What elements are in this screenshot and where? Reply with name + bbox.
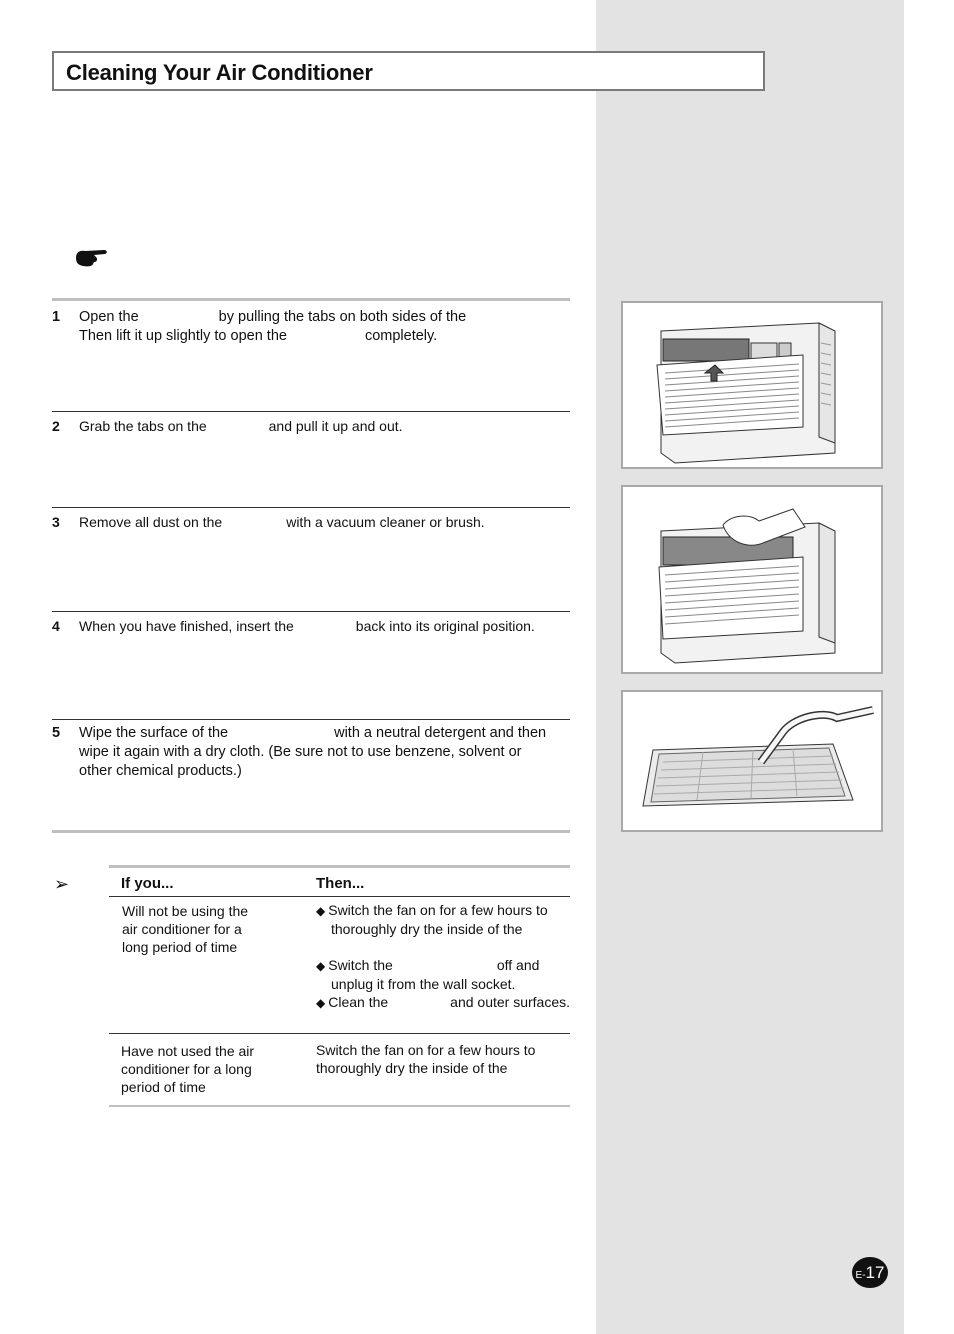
step-text: completely. [364,328,438,344]
cell-text: Switch the [328,957,393,973]
filter-removal-illustration [623,487,881,672]
cell-text: Have not used the air [121,1043,255,1059]
col-header-then: Then... [316,875,365,892]
step-number: 2 [52,418,60,434]
cell-text: unplug it from the wall socket. [331,976,516,992]
cell-text: thoroughly dry the inside of the [331,921,523,937]
divider [52,719,570,720]
cell-text: period of time [121,1079,206,1095]
step-text: other chemical products.) [79,763,242,779]
step-text: Remove all dust on the [79,514,223,530]
cell-text: long period of time [122,939,238,955]
page-number-badge [852,1257,888,1288]
cell-text: thoroughly dry the inside of the [316,1060,508,1076]
table-row-2-if [121,1042,254,1096]
step-text: wipe it again with a dry cloth. (Be sure not to use benzene, solvent or [79,744,522,760]
divider [52,411,570,412]
vacuum-cleaning-illustration [623,692,881,830]
table-rule [109,865,570,868]
title-box [52,51,765,91]
air-conditioner-illustration [623,303,881,467]
step-number: 3 [52,514,60,530]
step-text: by pulling the tabs on both sides of the [218,309,467,325]
table-header [109,865,570,897]
table-row-1-then [316,901,576,1012]
page-number: 17 [865,1263,885,1282]
divider-top [52,298,570,301]
divider [52,507,570,508]
pointing-hand-icon [74,246,110,268]
figure-vacuum-filter [621,690,883,832]
step-text: with a neutral detergent and then [334,725,547,741]
cell-text: Will not be using the [122,903,249,919]
table-rule [109,1033,570,1034]
step-text: back into its original position. [355,618,535,634]
cell-text: Clean the [328,994,389,1010]
page-prefix: E- [855,1270,866,1281]
step-text: Grab the tabs on the [79,418,207,434]
step-text: and pull it up and out. [268,418,403,434]
step-number: 1 [52,309,61,325]
table-rule [109,896,570,897]
step-number: 5 [52,725,61,741]
step-text: Wipe the surface of the [79,725,229,741]
bullet-icon: ◆ [316,996,326,1010]
cell-text: Switch the fan on for a few hours to [316,1042,536,1058]
bullet-icon: ◆ [316,959,326,973]
cell-text: air conditioner for a [122,921,242,937]
cell-text: off and [496,957,540,973]
table-row-1-if [122,902,248,956]
figure-open-grille [621,301,883,469]
step-text: Then lift it up slightly to open the [79,328,287,344]
figure-remove-filter [621,485,883,674]
col-header-if: If you... [121,875,174,892]
table-row-2-then [316,1041,566,1077]
cell-text: and outer surfaces. [450,994,571,1010]
step-text: with a vacuum cleaner or brush. [286,514,485,530]
step-text: When you have finished, insert the [79,618,294,634]
divider [52,611,570,612]
table-rule-bottom [109,1105,570,1107]
page-title: Cleaning Your Air Conditioner [66,60,373,85]
bullet-icon: ◆ [316,904,326,918]
cell-text: Switch the fan on for a few hours to [328,902,548,918]
divider-bottom [52,830,570,833]
step-text: Open the [79,309,139,325]
step-number: 4 [52,618,60,634]
cell-text: conditioner for a long [121,1061,252,1077]
note-arrow-icon: ➢ [54,874,70,894]
